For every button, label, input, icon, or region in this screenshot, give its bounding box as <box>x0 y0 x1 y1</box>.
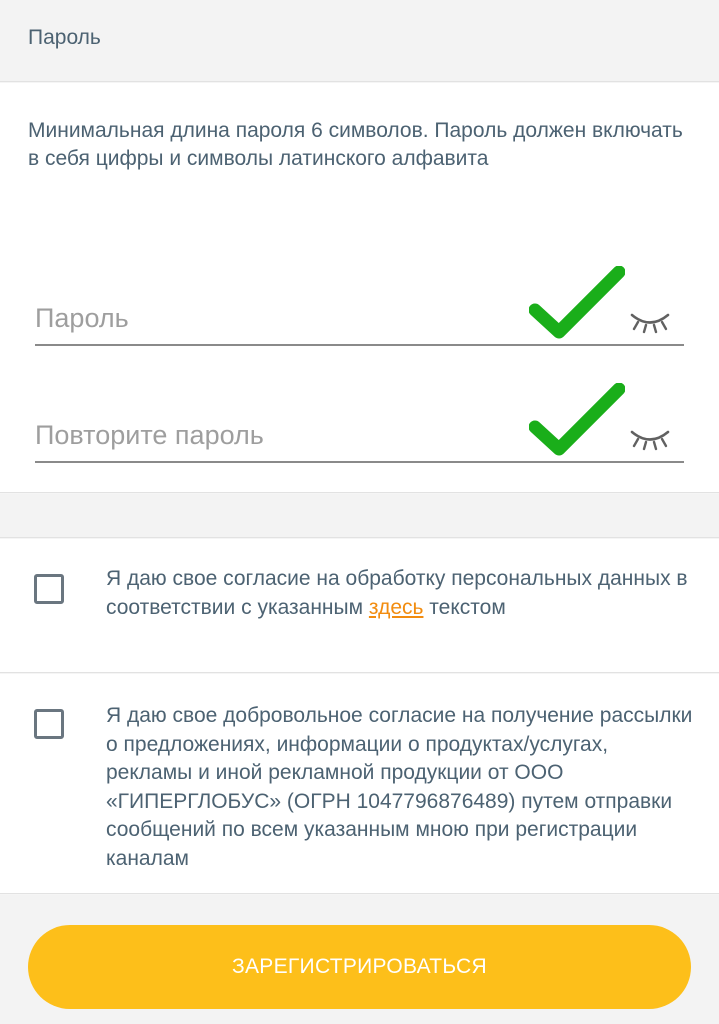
eye-closed-icon[interactable] <box>629 427 671 451</box>
register-button[interactable]: ЗАРЕГИСТРИРОВАТЬСЯ <box>28 925 691 1009</box>
newsletter-consent-text: Я даю свое добровольное согласие на получение рассылки о предложениях, информации о продуктах/услугах, рекламы и иной рекламной продукции от ООО «ГИПЕРГЛОБУС» (ОГРН 1047796876489) путем отправки сообщений по всем указанным мною при регистрации каналам <box>106 704 693 870</box>
consent-newsletter <box>0 674 719 894</box>
personal-data-checkbox[interactable] <box>34 574 64 604</box>
check-icon <box>529 266 625 346</box>
personal-data-consent-text <box>106 565 696 622</box>
section-title: Пароль <box>28 26 101 49</box>
consent-text-end: текстом <box>423 595 506 619</box>
password-input[interactable] <box>35 298 515 338</box>
password-hint: Минимальная длина пароля 6 символов. Пароль должен включать в себя цифры и символы латинского алфавита <box>28 119 683 170</box>
section-header <box>0 0 719 82</box>
consent-personal-data <box>0 539 719 673</box>
check-icon <box>529 383 625 463</box>
section-divider <box>0 494 719 538</box>
repeat-password-field <box>35 403 684 463</box>
repeat-password-input[interactable] <box>35 415 515 455</box>
footer <box>0 895 719 1024</box>
password-form <box>0 83 719 493</box>
consent-text-start: Я даю свое согласие на обработку персональных данных в соответствии с указанным <box>106 567 688 619</box>
eye-closed-icon[interactable] <box>629 310 671 334</box>
consent-terms-link[interactable]: здесь <box>368 595 424 619</box>
password-field <box>35 286 684 346</box>
newsletter-checkbox[interactable] <box>34 709 64 739</box>
